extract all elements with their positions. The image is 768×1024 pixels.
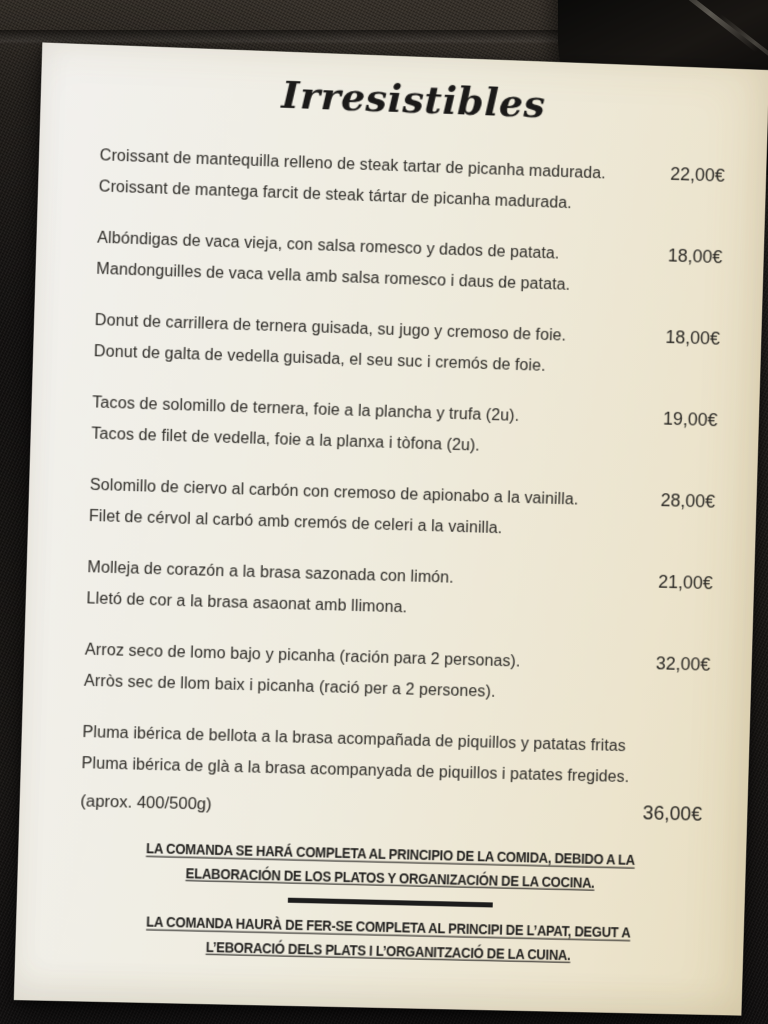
menu-item [98,140,725,224]
menu-item [88,470,716,551]
menu-items-list [80,140,725,827]
item-weight-note: (aprox. 400/500g) [80,792,212,814]
item-name-spanish: Pluma ibérica de bellota a la brasa acompañada de piquillos y patatas fritas [82,723,626,756]
item-name-catalan: Filet de cérvol al carbó amb cremós de celeri a la vainilla. [88,507,503,538]
item-price: 32,00€ [655,653,711,675]
item-name-spanish: Solomillo de ciervo al carbón con cremoso de apionabo a la vainilla. [89,476,579,509]
item-price: 36,00€ [642,802,703,826]
item-price: 19,00€ [662,408,718,431]
item-name-catalan: Arròs sec de llom baix i picanha (ració per a 2 persones). [83,672,496,701]
item-name-spanish: Molleja de corazón a la brasa sazonada con limón. [87,559,454,587]
menu-item [93,305,721,387]
section-divider [287,898,492,908]
item-name-catalan: Lletó de cor a la brasa asaonat amb llimona. [86,590,408,617]
item-name-spanish: Tacos de solomillo de ternera, foie a la plancha y trufa (2u). [92,394,520,425]
item-price: 18,00€ [665,326,721,349]
menu-item [83,634,711,713]
item-price: 28,00€ [660,490,716,512]
item-note-row [80,788,702,826]
light-reflection [661,0,759,52]
item-price: 21,00€ [657,571,713,594]
item-name-catalan: Donut de galta de vedella guisada, el seu suc i cremós de foie. [93,343,546,375]
menu-item [80,717,704,827]
footnotes-section [76,838,701,967]
item-name-spanish: Albóndigas de vaca vieja, con salsa romesco y dados de patata. [96,229,560,263]
item-price: 18,00€ [667,245,723,268]
item-price: 22,00€ [669,163,725,186]
menu-item [96,223,723,306]
menu-page [14,42,768,1015]
item-name-catalan: Croissant de mantega farcit de steak tártar de picanha madurada. [98,178,572,213]
item-name-catalan: Mandonguilles de vaca vella amb salsa romesco i daus de patata. [96,260,571,294]
item-name-spanish: Donut de carrillera de ternera guisada, su jugo y cremoso de foie. [94,311,567,345]
footnote-spanish: LA COMANDA SE HARÁ COMPLETA AL PRINCIPIO DE LA COMIDA, DEBIDO A LA ELABORACIÓN DE LOS PLATOS Y ORGANIZACIÓN DE LA COCINA. [145,840,635,891]
menu-title: Irresistibles [280,71,547,127]
item-name-spanish: Croissant de mantequilla relleno de steak tartar de picanha madurada. [99,147,606,183]
menu-item [86,552,713,632]
menu-item [91,387,718,469]
item-name-catalan: Tacos de filet de vedella, foie a la planxa i tòfona (2u). [91,425,481,455]
item-name-spanish: Arroz seco de lomo bajo y picanha (ración para 2 personas). [84,641,521,671]
footnote-catalan: LA COMANDA HAURÀ DE FER-SE COMPLETA AL PRINCIPI DE L’APAT, DEGUT A L’EBORACIÓ DELS PLATS I L’ORGANITZACIÓ DE LA CUINA. [145,913,631,963]
item-name-catalan: Pluma ibérica de glà a la brasa acompanyada de piquillos i patates fregides. [81,755,630,787]
